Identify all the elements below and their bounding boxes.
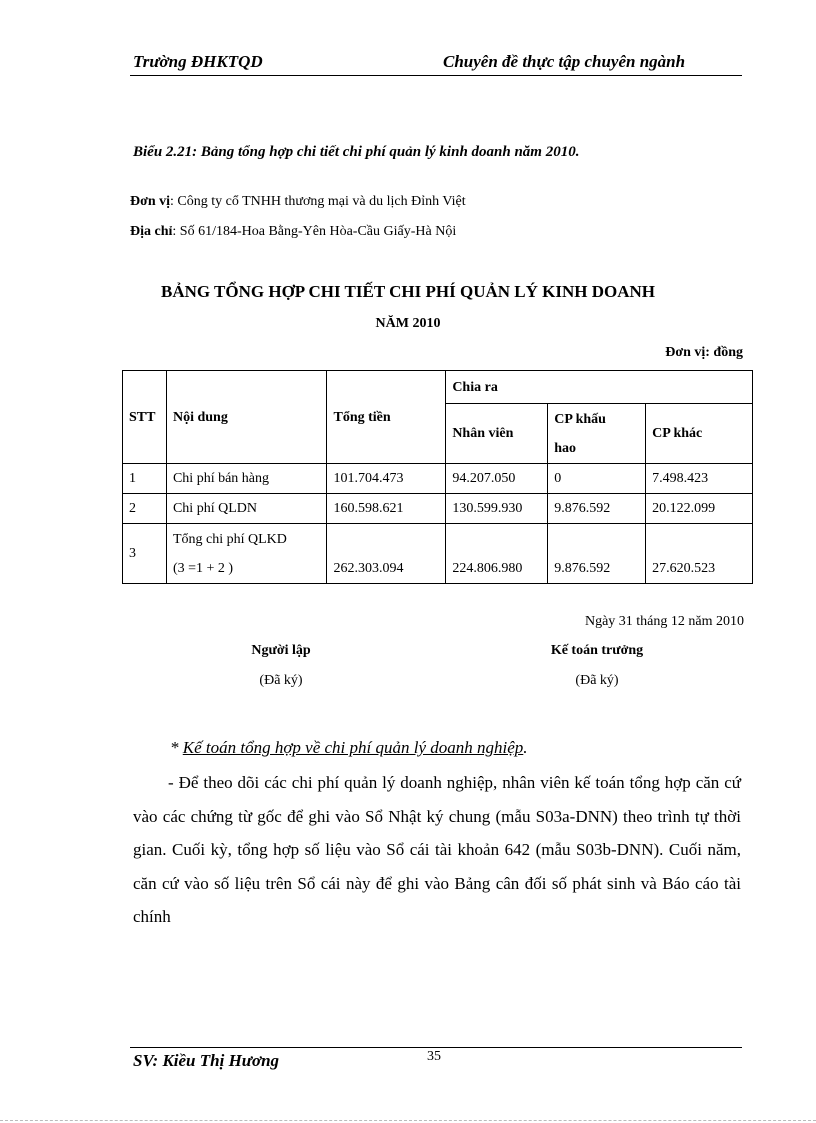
- header-report-type: Chuyên đề thực tập chuyên ngành: [443, 52, 686, 71]
- section-bullet: *: [170, 738, 183, 757]
- cell-staff: 130.599.930: [446, 494, 548, 524]
- cell-content: [166, 524, 327, 584]
- table-header-row: [123, 371, 753, 404]
- cell-depreciation: 9.876.592: [548, 494, 646, 524]
- section-end: .: [523, 738, 528, 757]
- cell-staff: 94.207.050: [446, 464, 548, 494]
- chief-accountant-title: Kế toán trưởng: [550, 643, 644, 658]
- footer-student-name: SV: Kiều Thị Hương: [133, 1051, 280, 1070]
- body-paragraph: [133, 766, 741, 934]
- section-heading: [170, 738, 528, 758]
- company-unit-label: Đơn vị: [130, 194, 171, 209]
- cell-stt: 2: [123, 494, 167, 524]
- page-break-line: [0, 1120, 816, 1121]
- header-depreciation-line2: hao: [554, 440, 577, 456]
- body-paragraph-text: - Để theo dõi các chi phí quản lý doanh nghiệp, nhân viên kế toán tổng hợp căn cứ vào các chứng từ gốc để ghi vào Sổ Nhật ký chung (mẫu S03a-DNN) theo trình tự thời gian. Cuối kỳ, tổng hợp số liệu vào Sổ cái tài khoản 642 (mẫu S03b-DNN). Cuối năm, căn cứ vào số liệu trên Sổ cái này để ghi vào Bảng cân đối số phát sinh và Báo cáo tài chính: [133, 773, 741, 926]
- footer-rule: [130, 1047, 742, 1048]
- table-row: [123, 494, 753, 524]
- header-rule: [130, 75, 742, 76]
- cell-total: 101.704.473: [327, 464, 446, 494]
- chief-accountant-signed-note: (Đã ký): [575, 673, 619, 688]
- figure-caption: Biểu 2.21: Bảng tổng hợp chi tiết chi phí quản lý kinh doanh năm 2010.: [133, 144, 580, 160]
- cell-other: 27.620.523: [646, 524, 753, 584]
- header-breakdown: Chia ra: [446, 371, 753, 404]
- table-row-total: [123, 524, 753, 584]
- preparer-signed-note: (Đã ký): [259, 673, 303, 688]
- company-address-label: Địa chỉ: [130, 224, 173, 239]
- cell-stt: 3: [123, 524, 167, 584]
- cell-total: 262.303.094: [327, 524, 446, 584]
- header-depreciation-line1: CP khấu: [554, 411, 606, 427]
- cell-content-line1: Tổng chi phí QLKD: [172, 531, 287, 547]
- signature-date: Ngày 31 tháng 12 năm 2010: [584, 614, 744, 629]
- header-total: Tổng tiền: [327, 371, 446, 464]
- company-address-value: : Số 61/184-Hoa Bằng-Yên Hòa-Cầu Giấy-Hà Nội: [172, 224, 457, 239]
- cell-content: Chi phí QLDN: [166, 494, 327, 524]
- cell-total: 160.598.621: [327, 494, 446, 524]
- report-title: BẢNG TỔNG HỢP CHI TIẾT CHI PHÍ QUẢN LÝ KINH DOANH: [160, 282, 656, 301]
- currency-unit: Đơn vị: đồng: [665, 345, 743, 360]
- preparer-title: Người lập: [251, 643, 311, 658]
- cell-depreciation: 9.876.592: [548, 524, 646, 584]
- cell-content: Chi phí bán hàng: [166, 464, 327, 494]
- company-address-line: [130, 224, 456, 240]
- table-row: [123, 464, 753, 494]
- page-number: 35: [427, 1049, 441, 1064]
- cell-other: 20.122.099: [646, 494, 753, 524]
- header-stt: STT: [123, 371, 167, 464]
- header-school: Trường ĐHKTQD: [133, 52, 263, 71]
- header-content: Nội dung: [166, 371, 327, 464]
- section-title: Kế toán tổng hợp về chi phí quản lý doanh nghiệp: [182, 738, 524, 757]
- cell-other: 7.498.423: [646, 464, 753, 494]
- company-unit-line: [130, 194, 466, 210]
- cell-stt: 1: [123, 464, 167, 494]
- header-depreciation: [548, 404, 646, 464]
- cost-summary-table: [122, 370, 753, 584]
- report-year: NĂM 2010: [375, 316, 441, 331]
- cell-content-line2: (3 =1 + 2 ): [172, 560, 234, 576]
- header-staff: Nhân viên: [446, 404, 548, 464]
- company-unit-value: : Công ty cổ TNHH thương mại và du lịch Đỉnh Việt: [170, 194, 466, 209]
- header-other: CP khác: [646, 404, 753, 464]
- cell-staff: 224.806.980: [446, 524, 548, 584]
- cell-depreciation: 0: [548, 464, 646, 494]
